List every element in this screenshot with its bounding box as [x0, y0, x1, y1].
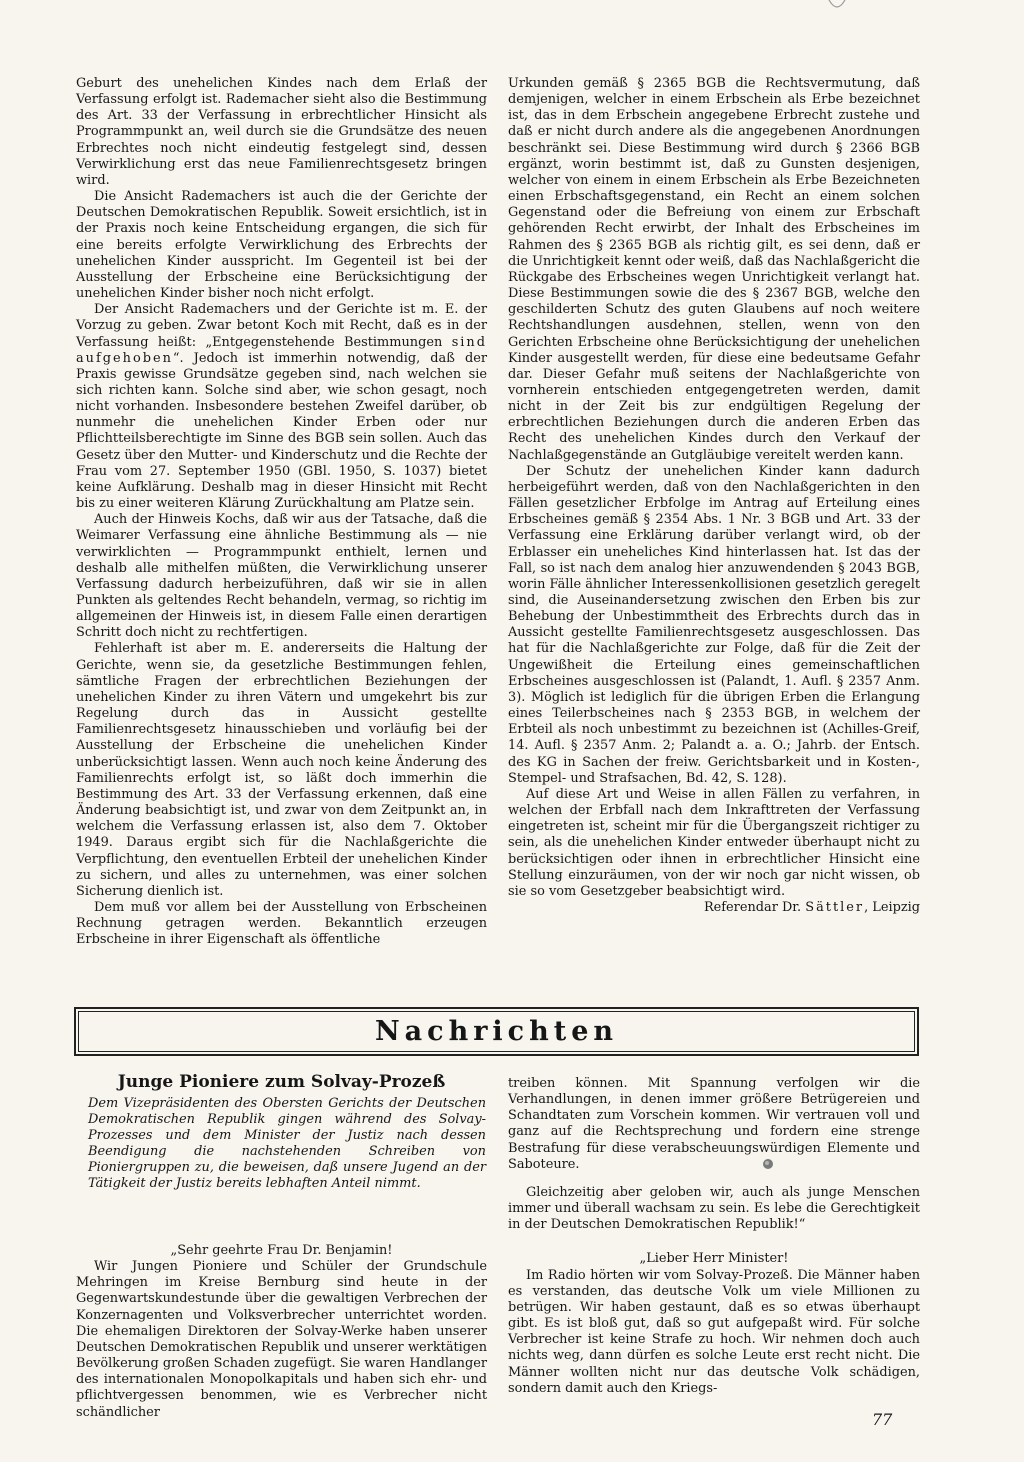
- article-column-bottom-left: [76, 1243, 487, 1421]
- paragraph: Der Schutz der unehelichen Kinder kann dadurch herbeigeführt werden, daß von den Nachlaßgerichten in den Fällen gesetzlicher Erbfolge im Antrag auf Erteilung eines Erbscheines gemäß § 2354 Abs. 1 Nr. 3 BGB und Art. 33 der Verfassung eine Erklärung darüber verlangt wird, ob der Erblasser ein uneheliches Kind hinterlassen hat. Ist das der Fall, so ist nach dem analog hier anzuwendenden § 2043 BGB, worin Fälle ähnlicher Interessenkollisionen gesetzlich geregelt sind, die Auseinandersetzung zwischen den Erben bis zur Behebung der Unbestimmtheit des Erbrechts durch das in Aussicht gestellte Familienrechtsgesetz ausgeschlossen. Das hat für die Nachlaßgerichte zur Folge, daß für die Zeit der Ungewißheit die Erteilung eines gemeinschaftlichen Erbscheines ausgeschlossen ist (Palandt, 1. Aufl. § 2357 Anm. 3). Möglich ist lediglich für die übrigen Erben die Erlangung eines Teilerbscheines nach § 2353 BGB, in welchem der Erbteil als noch unbestimmt zu bezeichnen ist (Achilles-Greif, 14. Aufl. § 2357 Anm. 2; Palandt a. a. O.; Jahrb. der Entsch. des KG in Sachen der freiw. Gerichtsbarkeit und in Kosten-, Stempel- und Strafsachen, Bd. 42, S. 128).: [508, 463, 920, 786]
- section-banner: [74, 1007, 919, 1056]
- paragraph: Im Radio hörten wir vom Solvay-Prozeß. Die Männer haben es verstanden, das deutsche Volk um viele Millionen zu betrügen. Wir haben gestaunt, daß es so etwas überhaupt gibt. Es ist bloß gut, daß so gut aufgepaßt wird. Für solche Verbrecher ist keine Strafe zu hoch. Wir nehmen doch auch nichts weg, dann dürfen es solche Leute erst recht nicht. Die Männer wollten nicht nur das deutsche Volk schädigen, sondern damit auch den Kriegs-: [508, 1267, 920, 1396]
- signature-place: , Leipzig: [864, 899, 920, 915]
- article-headline: Junge Pioniere zum Solvay-Prozeß: [117, 1072, 446, 1092]
- signature-prefix: Referendar Dr.: [703, 899, 802, 915]
- paragraph: Auf diese Art und Weise in allen Fällen zu verfahren, in welchen der Erbfall nach dem Inkrafttreten der Verfassung eingetreten ist, scheint mir für die Übergangszeit richtiger zu sein, als die unehelichen Kinder entweder überhaupt nicht zu berücksichtigen oder ihnen in erbrechtlicher Hinsicht eine Stellung einzuräumen, von der wir noch gar nicht wissen, ob sie so vom Gesetzgeber beabsichtigt wird.: [508, 786, 920, 899]
- paragraph: Gleichzeitig aber geloben wir, auch als junge Menschen immer und überall wachsam zu sein. Es lebe die Gerechtigkeit in der Deutschen Demokratischen Republik!“: [508, 1184, 920, 1233]
- signature-name: Sättler: [805, 899, 865, 915]
- paragraph: Dem muß vor allem bei der Ausstellung von Erbscheinen Rechnung getragen werden. Bekanntlich erzeugen Erbscheine in ihrer Eigenschaft als öffentliche: [76, 899, 487, 948]
- page-number: 77: [872, 1410, 893, 1429]
- paragraph: treiben können. Mit Spannung verfolgen wir die Verhandlungen, in denen immer größere Betrügereien und Schandtaten zum Vorschein kommen. Wir vertrauen voll und ganz auf die Rechtsprechung und fordern eine strenge Bestrafung für diese verabscheuungswürdigen Elemente und Saboteure.: [508, 1076, 920, 1172]
- paragraph: Die Ansicht Rademachers ist auch die der Gerichte der Deutschen Demokratischen Republik. Soweit ersichtlich, ist in der Praxis noch keine Entscheidung ergangen, die sich für eine bereits erfolgte Verwirklichung des Erbrechts der unehelichen Kinder ausspricht. Im Gegenteil ist bei der Ausstellung der Erbscheine eine Berücksichtigung der unehelichen Kinder bisher noch nicht erfolgt.: [76, 189, 487, 302]
- paragraph: Wir Jungen Pioniere und Schüler der Grundschule Mehringen im Kreise Bernburg sind heute in der Gegenwartskundestunde über die gewaltigen Verbrechen der Konzernagenten und Volksverbrecher unterrichtet worden. Die ehemaligen Direktoren der Solvay-Werke haben unserer Deutschen Demokratischen Republik und unserer werktätigen Bevölkerung großen Schaden zugefügt. Sie waren Handlanger des internationalen Monopolkapitals und haben sich ehr- und pflichtvergessen benommen, wie es Verbrecher nicht schändlicher: [76, 1259, 487, 1420]
- letter-salutation: „Lieber Herr Minister!: [639, 1251, 789, 1267]
- article-column-top-left: [76, 76, 487, 948]
- letter-salutation: „Sehr geehrte Frau Dr. Benjamin!: [170, 1243, 393, 1258]
- paragraph: Auch der Hinweis Kochs, daß wir aus der Tatsache, daß die Weimarer Verfassung eine ähnliche Bestimmung als — nie verwirklichten — Programmpunkt enthielt, lernen und deshalb alle mithelfen müßten, die Verwirklichung unserer Verfassung dadurch herbeizuführen, daß wir sie in allen Punkten als geltendes Recht behandeln, vermag, so richtig im allgemeinen der Hinweis ist, in diesem Falle einen derartigen Schritt doch nicht zu rechtfertigen.: [76, 512, 487, 641]
- paragraph: Fehlerhaft ist aber m. E. andererseits die Haltung der Gerichte, wenn sie, da gesetzliche Bestimmungen fehlen, sämtliche Fragen der erbrechtlichen Beziehungen der unehelichen Kinder zu ihren Vätern und umgekehrt bis zur Regelung durch das in Aussicht gestellte Familienrechtsgesetz hinausschieben und vorläufig bei der Ausstellung der Erbscheine die unehelichen Kinder unberücksichtigt lassen. Wenn auch noch keine Änderung des Familienrechts erfolgt ist, so läßt doch immerhin die Bestimmung des Art. 33 der Verfassung erkennen, daß eine Änderung beabsichtigt ist, und zwar von dem Zeitpunkt an, in welchem die Verfassung erlassen ist, also dem 7. Oktober 1949. Daraus ergibt sich für die Nachlaßgerichte die Verpflichtung, den eventuellen Erbteil der unehelichen Kinder zu sichern, und alles zu unternehmen, was einer solchen Sicherung dienlich ist.: [76, 641, 487, 899]
- paragraph-text: “. Jedoch ist immerhin notwendig, daß der Praxis gewisse Grundsätze gegeben sind, nach welchen sie sich richten kann. Solche sind aber, wie schon gesagt, noch nicht vorhanden. Insbesondere bestehen Zweifel darüber, ob nunmehr die unehelichen Kinder Erben oder nur Pflichtteilsberechtigte im Sinne des BGB sein sollen. Auch das Gesetz über den Mutter- und Kinderschutz und die Rechte der Frau vom 27. September 1950 (GBl. 1950, S. 1037) bietet keine Aufklärung. Deshalb mag in dieser Hinsicht mit Recht bis zu einer weiteren Klärung Zurückhaltung am Platze sein.: [76, 350, 487, 512]
- article-column-bottom-right: [508, 1076, 920, 1397]
- emphasis-spaced: sind aufgehoben: [76, 334, 487, 366]
- section-title: Nachrichten: [374, 1016, 619, 1047]
- article-column-top-right: [508, 76, 920, 916]
- article-lead: Dem Vizepräsidenten des Obersten Gerichts der Deutschen Demokratischen Republik gingen während des Solvay-Prozesses und dem Minister der Justiz nach dessen Beendigung die nachstehenden Schreiben von Pioniergruppen zu, die beweisen, daß unsere Jugend an der Tätigkeit der Justiz bereits lebhaften Anteil nimmt.: [88, 1096, 486, 1192]
- paragraph-text: Der Ansicht Rademachers und der Gerichte ist m. E. der Vorzug zu geben. Zwar betont Koch mit Recht, daß es in der Verfassung heißt: „Entgegenstehende Bestimmungen: [76, 302, 487, 350]
- paragraph: Urkunden gemäß § 2365 BGB die Rechtsvermutung, daß demjenigen, welcher in einem Erbschein als Erbe bezeichnet ist, das in dem Erbschein angegebene Erbrecht zustehe und daß er nicht durch andere als die angegebenen Anordnungen beschränkt sei. Diese Bestimmung wird durch § 2366 BGB ergänzt, worin bestimmt ist, daß zu Gunsten desjenigen, welcher von einem in einem Erbschein als Erbe Bezeichneten einen Erbschaftsgegenstand, ein Recht an einem solchen Gegenstand oder die Befreiung von einem zur Erbschaft gehörenden Recht erwirbt, der Inhalt des Erbscheines im Rahmen des § 2365 BGB als richtig gilt, es sei denn, daß er die Unrichtigkeit kennt oder weiß, daß das Nachlaßgericht die Rückgabe des Erbscheines wegen Unrichtigkeit verlangt hat. Diese Bestimmungen sowie die des § 2367 BGB, welche den geschilderten Schutz des guten Glaubens auf noch weitere Rechtshandlungen ausdehnen, stellen, wenn von den Gerichten Erbscheine ohne Berücksichtigung der unehelichen Kinder ausgestellt werden, für diese eine bedeutsame Gefahr dar. Dieser Gefahr muß seitens der Nachlaßgerichte von vornherein entschieden entgegengetreten werden, damit nicht in der Zeit bis zur endgültigen Regelung der erbrechtlichen Beziehungen durch die anderen Erben das Recht des unehelichen Kindes durch den Verkauf der Nachlaßgegenstände an Gutgläubige vereitelt werden kann.: [508, 76, 920, 463]
- corner-stamp-mark: [827, 0, 847, 10]
- paragraph: Geburt des unehelichen Kindes nach dem Erlaß der Verfassung erfolgt ist. Rademacher sieht also die Bestimmung des Art. 33 der Verfassung in erbrechtlicher Hinsicht als Programmpunkt an, weil durch sie die Grundsätze des neuen Erbrechtes noch nicht eindeutig festgelegt sind, dessen Verwirklichung erst das neue Familienrechtsgesetz bringen wird.: [76, 76, 487, 188]
- author-signature: [508, 900, 920, 916]
- paragraph: [76, 302, 487, 512]
